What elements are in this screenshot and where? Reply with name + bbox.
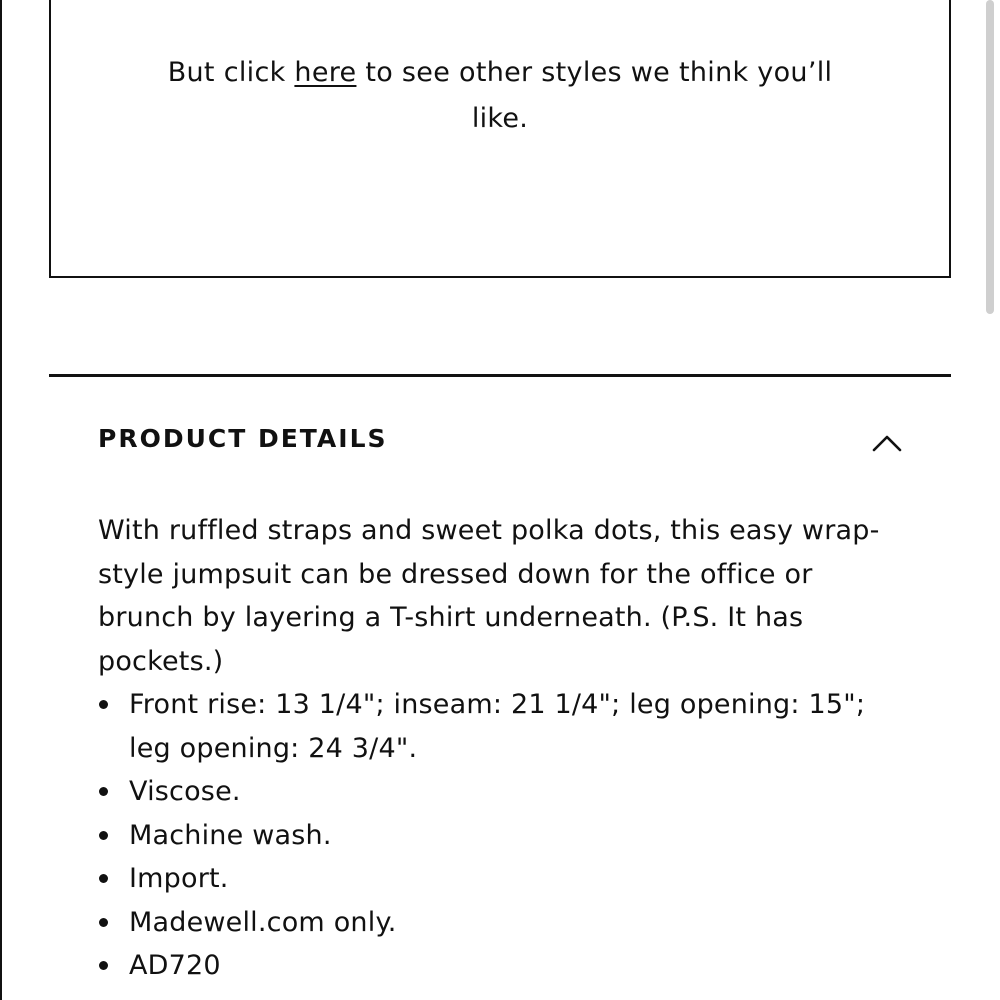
notice-text-before: But click — [167, 57, 295, 88]
detail-item-material: Viscose. — [98, 770, 888, 814]
product-details-title: PRODUCT DETAILS — [98, 424, 388, 453]
section-divider — [49, 374, 951, 377]
detail-item-care: Machine wash. — [98, 814, 888, 858]
detail-item-product-code: AD720 — [98, 944, 888, 988]
chevron-up-icon[interactable] — [870, 424, 904, 458]
other-styles-link[interactable]: here — [294, 57, 357, 88]
left-edge-divider — [0, 0, 2, 1000]
detail-item-availability: Madewell.com only. — [98, 901, 888, 945]
product-details-list — [98, 683, 888, 988]
notice-text-after: to see other styles we think you’ll like. — [356, 57, 833, 134]
product-details-toggle[interactable] — [98, 420, 918, 466]
page-scrollbar-thumb[interactable] — [986, 0, 994, 314]
detail-item-measurements: Front rise: 13 1/4"; inseam: 21 1/4"; leg opening: 15"; leg opening: 24 3/4". — [98, 683, 888, 770]
product-description: With ruffled straps and sweet polka dots, this easy wrap-style jumpsuit can be dressed down for the office or brunch by layering a T-shirt underneath. (P.S. It has pockets.) — [98, 515, 880, 677]
detail-item-origin: Import. — [98, 857, 888, 901]
notice-message — [150, 50, 850, 142]
